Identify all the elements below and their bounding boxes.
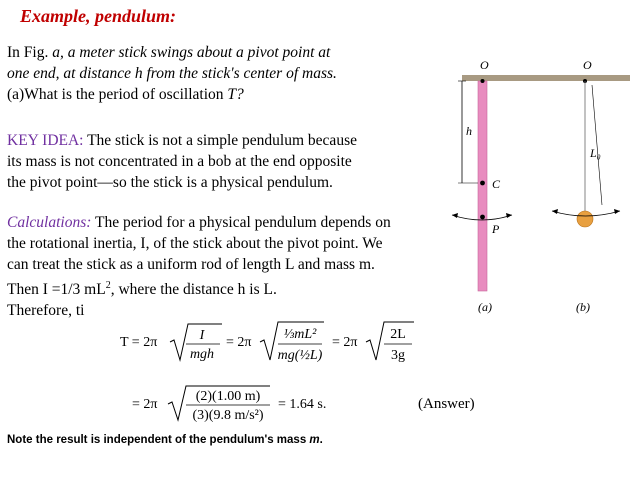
eq-f2-num: ⅓mL² (283, 327, 317, 342)
label-p: P (492, 222, 500, 236)
pendulum-figure (440, 55, 638, 325)
caption-b: (b) (576, 300, 590, 314)
caption-a: (a) (478, 300, 492, 314)
calculations-label: Calculations: (7, 214, 92, 231)
meter-stick (478, 81, 487, 291)
point-p-dot (480, 215, 485, 220)
eq-f1-den: mgh (189, 347, 215, 362)
pendulum-bob (577, 211, 593, 227)
equation-block (110, 312, 440, 422)
label-h: h (466, 124, 472, 138)
calculations-paragraph (7, 212, 467, 321)
key-idea-line-3: the pivot point—so the stick is a physical pendulum. (7, 174, 333, 191)
label-l0: L₀ (590, 146, 601, 160)
label-o-a: O (480, 58, 489, 72)
label-o-b: O (583, 58, 592, 72)
eq-2: = 2π (226, 335, 252, 350)
label-c: C (492, 177, 501, 191)
calc-line-4: Then I =1/3 $mL^2$, where the distance h is L. (7, 280, 277, 299)
eq-result: = 1.64 s. (278, 397, 327, 412)
l0-dimension-line (592, 85, 602, 205)
calc-line-2: the rotational inertia, I, of the stick about the pivot point. We (7, 235, 383, 252)
ceiling (462, 75, 630, 81)
center-of-mass-dot (480, 181, 485, 186)
question-line-2: one end, at distance h from the stick's center of mass. (7, 65, 337, 82)
eq-lhs: T = 2π (120, 335, 158, 350)
key-idea-line-2: its mass is not concentrated in a bob at the end opposite (7, 153, 352, 170)
eq-line2-pre: = 2π (132, 397, 158, 412)
eq-3: = 2π (332, 335, 358, 350)
slide-title: Example, pendulum: (20, 6, 177, 26)
key-idea-label: KEY IDEA: (7, 132, 84, 149)
calc-line-5: Therefore, ti (7, 302, 85, 320)
question-line-1: In Fig. a, a meter stick swings about a pivot point at (7, 44, 331, 61)
note-text: Note the result is independent of the pendulum's mass m. (7, 434, 323, 446)
calc-line-3: can treat the stick as a uniform rod of length L and mass m. (7, 256, 375, 273)
calc-line-1: Calculations: The period for a physical pendulum depends on (7, 214, 391, 231)
question-paragraph (7, 42, 467, 105)
eq-f4-num: (2)(1.00 m) (195, 389, 261, 404)
key-idea-line-1: KEY IDEA: The stick is not a simple pendulum because (7, 132, 357, 149)
key-idea-paragraph (7, 130, 467, 193)
eq-f4-den: (3)(9.8 m/s²) (192, 408, 264, 422)
eq-f2-den: mg(½L) (277, 348, 323, 363)
question-line-3: (a)What is the period of oscillation T? (7, 86, 244, 103)
eq-f3-den: 3g (391, 348, 405, 363)
eq-f1-num: I (199, 328, 205, 343)
answer-label: (Answer) (418, 396, 475, 412)
eq-f3-num: 2L (390, 327, 406, 342)
pivot-point (481, 79, 485, 83)
